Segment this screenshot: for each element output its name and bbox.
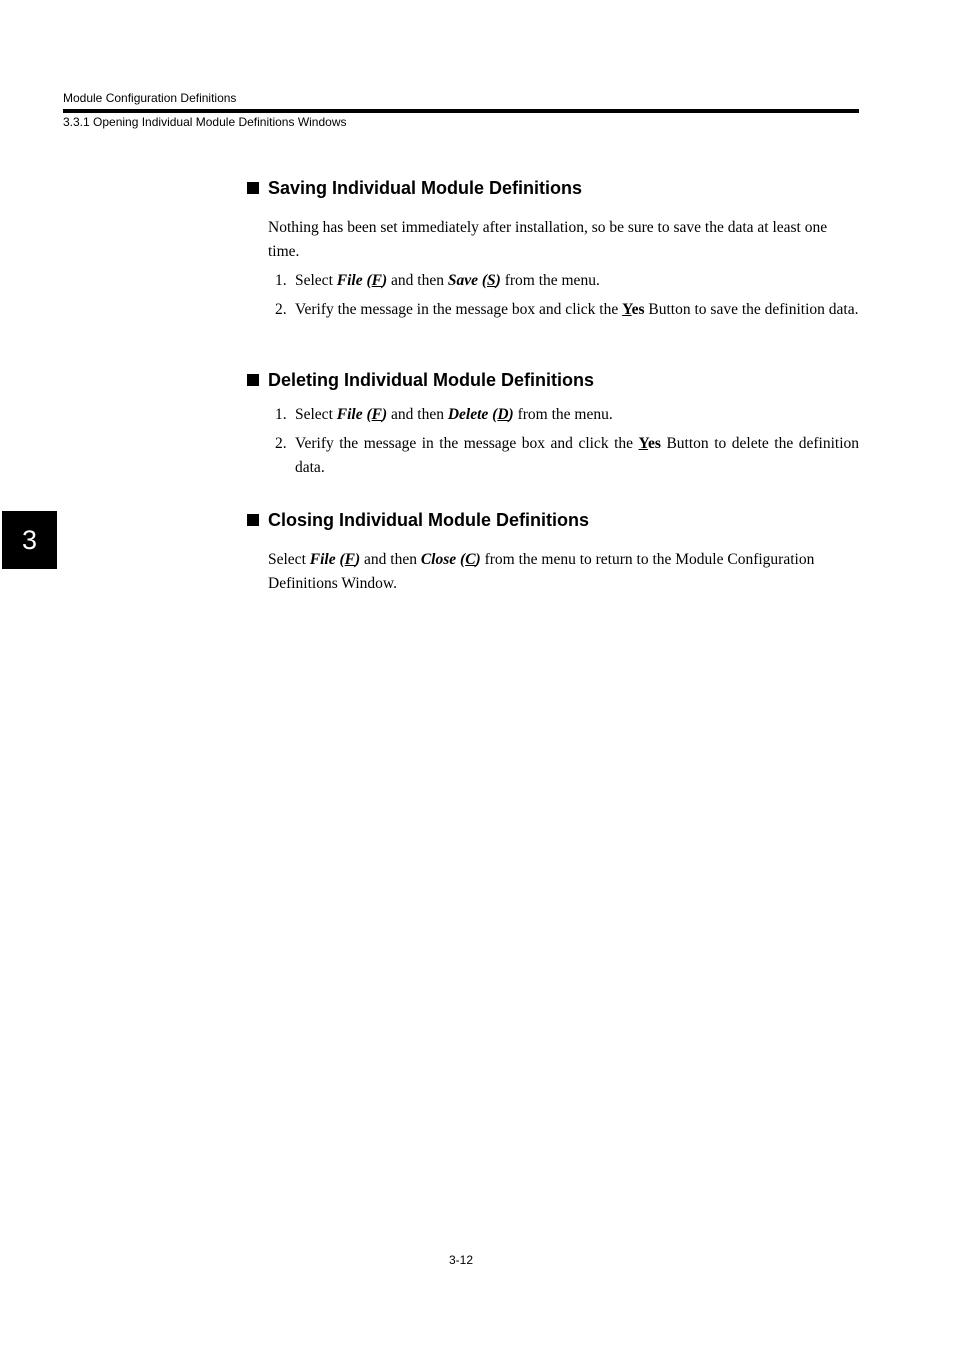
running-header-section: 3.3.1 Opening Individual Module Definitions Windows — [63, 115, 347, 129]
page-number: 3-12 — [448, 1253, 474, 1267]
black-square-icon — [247, 374, 259, 386]
black-square-icon — [247, 514, 259, 526]
closing-paragraph: Select File (F) and then Close (C) from the menu to return to the Module Configuration Definitions Window. — [268, 551, 815, 592]
heading-text: Saving Individual Module Definitions — [268, 178, 583, 198]
menu-close: Close (C) — [420, 551, 481, 568]
step-list — [247, 269, 859, 322]
menu-file: File (F) — [309, 551, 361, 568]
step-list — [247, 403, 859, 480]
heading-text: Closing Individual Module Definitions — [268, 510, 589, 530]
section-heading-saving — [247, 177, 859, 199]
step-text: Select File (F) and then Delete (D) from the menu. — [295, 406, 613, 423]
section-closing — [247, 509, 859, 596]
list-item — [268, 432, 859, 480]
menu-file: File (F) — [336, 406, 388, 423]
heading-text: Deleting Individual Module Definitions — [268, 370, 595, 390]
step-number: 1. — [275, 272, 287, 289]
list-item — [268, 298, 859, 322]
section-heading-deleting — [247, 369, 859, 391]
yes-button-ref: Yes — [638, 435, 661, 452]
header-rule — [63, 109, 859, 113]
step-number: 1. — [275, 406, 287, 423]
list-item — [268, 403, 859, 427]
intro-paragraph: Nothing has been set immediately after installation, so be sure to save the data at least one time. — [268, 219, 828, 260]
menu-save: Save (S) — [447, 272, 501, 289]
section-heading-closing — [247, 509, 859, 531]
yes-button-ref: Yes — [622, 301, 645, 318]
section-saving — [247, 177, 859, 322]
step-text: Verify the message in the message box and click the Yes Button to save the definition data. — [295, 301, 859, 318]
running-header-chapter: Module Configuration Definitions — [63, 91, 237, 105]
list-item — [268, 269, 859, 293]
chapter-tab: 3 — [2, 511, 57, 569]
menu-file: File (F) — [336, 272, 388, 289]
step-number: 2. — [275, 301, 287, 318]
step-text: Verify the message in the message box and click the Yes Button to delete the definition data. — [295, 435, 859, 476]
step-number: 2. — [275, 435, 287, 452]
section-deleting — [247, 369, 859, 480]
black-square-icon — [247, 182, 259, 194]
step-text: Select File (F) and then Save (S) from the menu. — [295, 272, 600, 289]
menu-delete: Delete (D) — [447, 406, 514, 423]
